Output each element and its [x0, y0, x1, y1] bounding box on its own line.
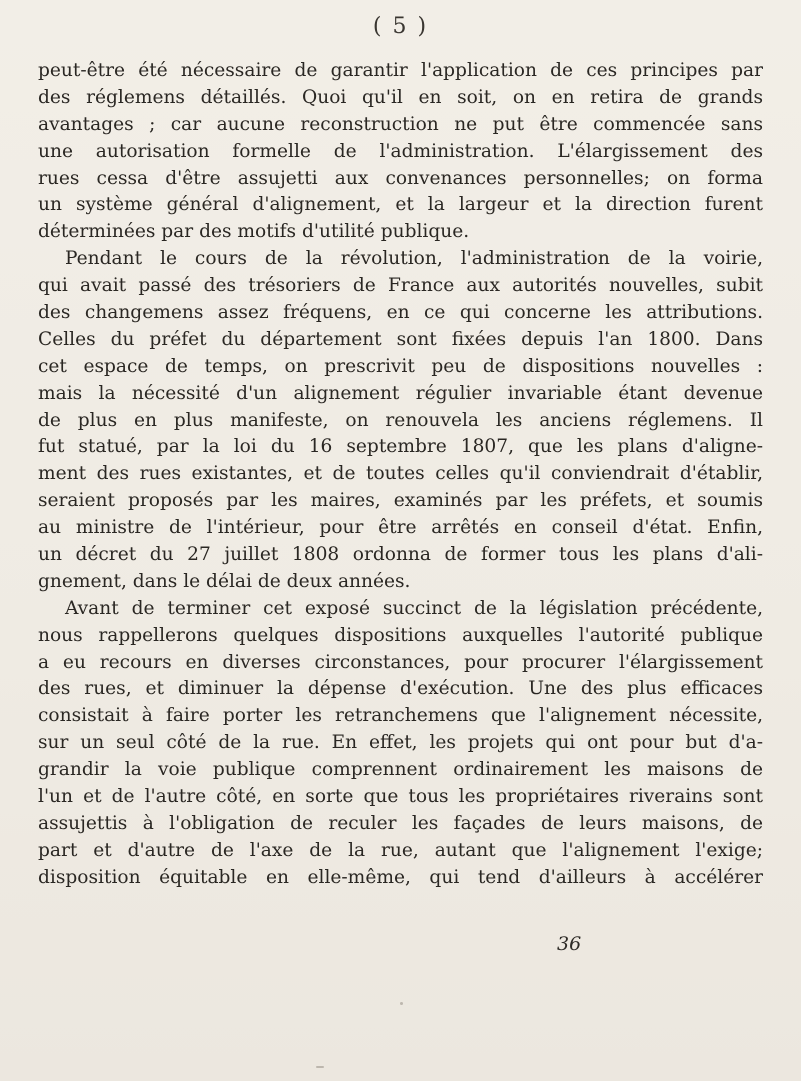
- text-line: fut statué, par la loi du 16 septembre 1807, que les plans d'aligne-: [38, 436, 763, 458]
- text-line: part et d'autre de l'axe de la rue, autant que l'alignement l'exige;: [38, 839, 763, 861]
- text-line: des rues, et diminuer la dépense d'exécution. Une des plus efficaces: [38, 678, 763, 700]
- text-line: peut-être été nécessaire de garantir l'application de ces principes par: [38, 60, 763, 81]
- text-line: disposition équitable en elle-même, qui tend d'ailleurs à accélérer: [38, 866, 763, 888]
- text-line: au ministre de l'intérieur, pour être arrêtés en conseil d'état. Enfin,: [38, 517, 763, 539]
- catchword: 36: [557, 933, 582, 955]
- text-line: un décret du 27 juillet 1808 ordonna de former tous les plans d'ali-: [38, 544, 763, 566]
- text-line: consistait à faire porter les retranchemens que l'alignement nécessite,: [38, 705, 763, 727]
- text-line: déterminées par des motifs d'utilité publique.: [38, 221, 470, 243]
- text-line: assujettis à l'obligation de reculer les façades de leurs maisons, de: [38, 812, 763, 834]
- text-line: mais la nécessité d'un alignement régulier invariable étant devenue: [38, 382, 763, 404]
- text-line: a eu recours en diverses circonstances, pour procurer l'élargissement: [38, 651, 763, 673]
- text-line: sur un seul côté de la rue. En effet, les projets qui ont pour but d'a-: [38, 732, 763, 754]
- text-line: un système général d'alignement, et la largeur et la direction furent: [38, 194, 763, 216]
- text-line: avantages ; car aucune reconstruction ne put être commencée sans: [38, 113, 763, 135]
- text-line: une autorisation formelle de l'administration. L'élargissement des: [38, 140, 763, 162]
- text-line: Celles du préfet du département sont fixées depuis l'an 1800. Dans: [38, 328, 763, 350]
- paragraph-start-line: Avant de terminer cet exposé succinct de la législation précédente,: [65, 597, 763, 619]
- text-line: de plus en plus manifeste, on renouvela les anciens réglemens. Il: [38, 409, 763, 431]
- paragraph-start-line: Pendant le cours de la révolution, l'administration de la voirie,: [65, 248, 763, 270]
- text-line: qui avait passé des trésoriers de France aux autorités nouvelles, subit: [38, 275, 763, 297]
- text-line: ment des rues existantes, et de toutes celles qu'il conviendrait d'établir,: [38, 463, 763, 485]
- page-number: ( 5 ): [372, 14, 429, 39]
- text-line: cet espace de temps, on prescrivit peu de dispositions nouvelles :: [38, 355, 763, 377]
- text-line: grandir la voie publique comprennent ordinairement les maisons de: [38, 759, 763, 781]
- body-text: [38, 58, 763, 892]
- paper-speck: [400, 1002, 403, 1005]
- text-line: rues cessa d'être assujetti aux convenances personnelles; on forma: [38, 167, 763, 189]
- text-line: gnement, dans le délai de deux années.: [38, 570, 411, 592]
- text-line: l'un et de l'autre côté, en sorte que tous les propriétaires riverains sont: [38, 786, 763, 808]
- text-line: nous rappellerons quelques dispositions auxquelles l'autorité publique: [38, 624, 763, 646]
- paper-speck: [316, 1066, 324, 1068]
- text-line: des changemens assez fréquens, en ce qui concerne les attributions.: [38, 302, 763, 324]
- text-line: des réglemens détaillés. Quoi qu'il en soit, on en retira de grands: [38, 86, 763, 108]
- text-line: seraient proposés par les maires, examinés par les préfets, et soumis: [38, 490, 763, 512]
